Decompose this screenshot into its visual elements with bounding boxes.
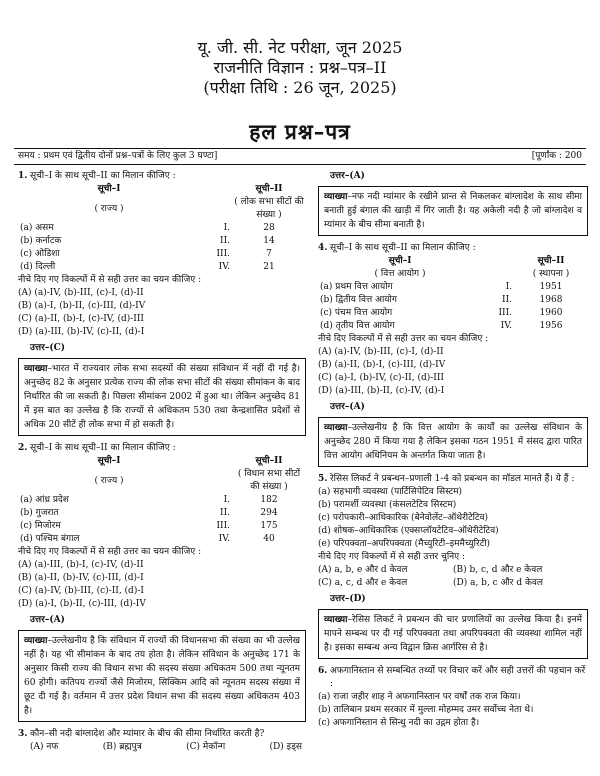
table-row [18,248,306,261]
list2-sub: ( लोक सभा सीटों की संख्या ) [234,197,304,220]
list2-sub: ( स्थापना ) [532,269,570,279]
table-row [18,261,306,274]
list1-header: सूची–I [388,256,412,266]
row-item: (b) द्वितीय वित्त आयोग [320,295,397,305]
option-d: (D) (a)-III, (b)-IV, (c)-II, (d)-I [18,327,145,337]
option-a: (A) नफ [30,742,59,752]
row-value: 1956 [539,321,563,331]
explanation-label: व्याख्या [324,423,348,433]
option-a: (A) a, b, e और d केवल [318,565,408,575]
question-3 [18,728,306,754]
table-row [18,235,306,248]
option-b: (B) (a)-II, (b)-IV, (c)-III, (d)-I [18,573,144,583]
question-number: 2. [18,443,28,453]
row-item: (c) मिजोरम [20,521,61,531]
row-roman: II. [220,508,230,518]
row-roman: II. [220,236,230,246]
row-roman: III. [216,249,230,259]
explanation-label: व्याख्या [324,615,348,625]
list2-header: सूची–II [255,184,283,194]
question-text: सूची–I के साथ सूची–II का मिलान कीजिए : [30,443,176,453]
row-item: (a) आंध्र प्रदेश [20,495,69,505]
question-number: 5. [318,474,328,484]
option-a: (A) (a)-IV, (b)-III, (c)-I, (d)-II [18,288,144,298]
exam-name: यू. जी. सी. नेट परीक्षा, जून 2025 [197,38,403,57]
option-c: (C) मेकॉन्ग [186,742,226,752]
row-value: 1968 [539,295,563,305]
option-b: (B) (a)-I, (b)-II, (c)-III, (d)-IV [18,301,146,311]
list-item: (a) राजा जहीर शाह ने अफगानिस्तान पर वर्षों तक राज किया। [318,692,521,702]
row-value: 1960 [539,308,563,318]
option-d: (D) a, b, c और d केवल [453,578,543,588]
row-roman: IV. [218,262,230,272]
options-row-2 [318,577,588,590]
question-number: 6. [318,666,328,676]
question-1 [18,170,306,436]
list-item: (b) परामर्शी व्यवस्था (कंसलटेटिव सिस्टम) [318,500,457,510]
row-value: 40 [263,534,275,544]
list2-header: सूची–II [255,456,283,466]
row-value: 175 [260,521,278,531]
list-item: (d) शोषक–आधिकारिक (एक्सप्लॉयटेटिव–ऑथेरीटेटिव) [318,526,499,536]
page-header [0,38,600,98]
row-roman: IV. [500,321,512,331]
explanation-label: व्याख्या [24,364,48,374]
row-item: (b) गुजरात [20,508,59,518]
answer: उत्तर–(D) [330,594,366,604]
table-row [18,507,306,520]
paper-subject: राजनीति विज्ञान : प्रश्न–पत्र–II [213,58,387,77]
question-text: सूची–I के साथ सूची–II का मिलान कीजिए : [30,171,176,181]
option-c: (C) (a)-IV, (b)-III, (c)-II, (d)-I [18,586,144,596]
option-b: (B) ब्रह्मपुत्र [102,742,142,752]
list1-header: सूची–I [97,456,121,466]
table-row [318,307,588,320]
row-roman: I. [505,282,512,292]
list2-sub: ( विधान सभा सीटों की संख्या ) [237,469,301,492]
table-row [18,222,306,235]
row-item: (d) तृतीय वित्त आयोग [320,321,395,331]
table-row [318,294,588,307]
row-value: 7 [266,249,272,259]
question-5 [318,473,588,659]
row-item: (c) पंचम वित्त आयोग [320,308,393,318]
list-item: (c) अफगानिस्तान से सिन्धु नदी का उद्गम होता है। [318,718,480,728]
answer: उत्तर–(A) [330,402,365,412]
instruction: नीचे दिए विकल्पों में से सही उत्तर का चयन कीजिए : [318,334,489,344]
left-column [18,170,306,758]
question-number: 1. [18,171,28,181]
option-a: (A) (a)-III, (b)-I, (c)-IV, (d)-II [18,560,144,570]
question-number: 4. [318,243,328,253]
marks-info: [पूर्णांक : 200 [531,151,582,161]
row-roman: III. [498,308,512,318]
list2-header: सूची–II [537,256,565,266]
exam-date: (परीक्षा तिथि : 26 जून, 2025) [203,78,397,97]
match-table [18,455,306,546]
question-text: कौन–सी नदी बांग्लादेश और म्यांमार के बीच की सीमा निर्धारित करती है? [30,729,265,739]
row-value: 21 [263,262,275,272]
explanation-box [18,630,306,722]
option-b: (B) b, c, d और e केवल [453,565,543,575]
option-b: (B) (a)-II, (b)-I, (c)-III, (d)-IV [318,360,446,370]
explanation-label: व्याख्या [24,636,48,646]
explanation-text: –उल्लेखनीय है कि वित्त आयोग के कार्यों का उल्लेख संविधान के अनुच्छेद 280 में किया गया है लेकिन इसका गठन 1951 में संसद द्वारा पारित वित्त आयोग अधिनियम के अन्तर्गत किया जाता है। [324,423,582,461]
question-4 [318,242,588,467]
list-item: (c) परोपकारी–आधिकारिक (बेनेवोलेंट–ऑथेरीटेटिव) [318,513,489,523]
options-row [18,741,306,754]
option-c: (C) a, c, d और e केवल [318,578,408,588]
row-item: (b) कर्नाटक [20,236,62,246]
answer: उत्तर–(C) [30,343,66,353]
instruction: नीचे दिए गए विकल्पों में से सही उत्तर का चयन कीजिए : [18,547,202,557]
option-c: (C) (a)-II, (b)-I, (c)-IV, (d)-III [18,314,144,324]
row-value: 28 [263,223,275,233]
list1-sub: ( राज्य ) [94,203,124,214]
explanation-text: –नफ नदी म्यांमार के रखीने प्रान्त से निकलकर बांग्लादेश के साथ सीमा बनाती हुई बंगाल की खाड़ी में गिर जाती है। यह अकेली नदी है जो बांग्लादेश व म्यांमार के बीच सीमा बनाती है। [324,192,582,230]
row-item: (a) असम [20,223,54,233]
time-marks-bar [14,148,586,165]
row-value: 182 [260,495,278,505]
options-row-1 [318,564,588,577]
list-item: (a) सहभागी व्यवस्था (पार्टिसिपेटिव सिस्टम) [318,487,463,497]
page-title: हल प्रश्न–पत्र [249,119,351,144]
explanation-box [318,609,588,659]
explanation-text: –उल्लेखनीय है कि संविधान में राज्यों की विधानसभा की संख्या का भी उल्लेख नहीं है। यह भी सीमांकन के बाद तय होता है। लेकिन संविधान के अनुच्छेद 171 के अनुसार किसी राज्य की विधान सभा की सदस्य संख्या अधिकतम 500 तथा न्यूनतम 60 होगी। कतिपय राज्यों जैसे मिजोरम, सिक्किम आदि को न्यूनतम सदस्य संख्या में छूट दी गई है। वर्तमान में उत्तर प्रदेश विधान सभा की सदस्य संख्या अधिकतम 403 है। [24,636,300,716]
row-item: (a) प्रथम वित्त आयोग [320,282,393,292]
question-6 [318,665,588,730]
row-value: 294 [260,508,278,518]
table-row [18,494,306,507]
explanation-text: –रेसिस लिकर्ट ने प्रबन्धन की चार प्रणालियों का उल्लेख किया है। इनमें मापने सम्बन्ध पर दी गई परिपक्वता तथा अपरिपक्वता की व्यवस्था शामिल नहीं है। इसका सम्बन्ध अन्य विद्वान क्रिस आर्गरिस से है। [324,615,582,653]
q3-explanation-box [318,186,588,236]
list-item: (e) परिपक्वता–अपरिपक्वता (मैच्युरिटी–इममैच्युरिटी) [318,539,491,549]
row-roman: III. [216,521,230,531]
row-roman: I. [223,495,230,505]
question-text: सूची–I के साथ सूची–II का मिलान कीजिए : [330,243,476,253]
list1-sub: ( वित्त आयोग ) [374,269,426,279]
row-item: (c) ओडिशा [20,249,60,259]
q3-answer: उत्तर–(A) [330,171,365,181]
explanation-box [318,417,588,467]
row-roman: I. [223,223,230,233]
row-roman: IV. [218,534,230,544]
row-value: 1951 [539,282,563,292]
table-row [318,281,588,294]
list1-sub: ( राज्य ) [94,475,124,486]
question-text: अफगानिस्तान से सम्बन्धित तथ्यों पर विचार करें और सही उत्तरों की पहचान करें : [330,666,586,689]
option-d: (D) इड्स [269,742,302,752]
explanation-box [18,358,306,436]
instruction: नीचे दिए गए विकल्पों में से सही उत्तर का चयन कीजिए : [18,275,202,285]
list-item: (b) तालिबान प्रथम सरकार में मुल्ला मोहम्मद उमर सर्वोच्च नेता थे। [318,705,534,715]
explanation-text: –भारत में राज्यवार लोक सभा सदस्यों की संख्या संविधान में नहीं दी गई है। अनुच्छेद 82 के अनुसार प्रत्येक राज्य की लोक सभा सीटों की संख्या सीमांकन के बाद निर्धारित की जा सकती है। पिछला सीमांकन 2002 में हुआ था। लेकिन अनुच्छेद 81 में इस बात का उल्लेख है कि राज्यों से अधिकतम 530 तथा केन्द्रशासित प्रदेशों से अधिक 20 सीटें ही लोक सभा में हो सकती है। [24,364,300,430]
table-row [18,533,306,546]
question-2 [18,442,306,722]
instruction: नीचे दिए गए विकल्पों में से सही उत्तर चुनिए : [318,552,466,562]
question-text: रेसिस लिकर्ट ने प्रबन्धन–प्रणाली 1-4 को प्रबन्धन का मॉडल मानते हैं। ये हैं : [330,474,575,484]
table-row [318,320,588,333]
table-row [18,520,306,533]
row-item: (d) दिल्ली [20,262,56,272]
time-info: समय : प्रथम एवं द्वितीय दोनों प्रश्न–पत्रों के लिए कुल 3 घण्टा] [18,151,218,161]
row-roman: II. [502,295,512,305]
explanation-label: व्याख्या [324,192,348,202]
option-d: (D) (a)-III, (b)-II, (c)-IV, (d)-I [318,386,445,396]
option-c: (C) (a)-I, (b)-IV, (c)-II, (d)-III [318,373,444,383]
option-a: (A) (a)-IV, (b)-III, (c)-I, (d)-II [318,347,444,357]
match-table [18,183,306,274]
row-value: 14 [263,236,275,246]
list1-header: सूची–I [97,184,121,194]
row-item: (d) पश्चिम बंगाल [20,534,80,544]
right-column [318,170,588,734]
option-d: (D) (a)-I, (b)-II, (c)-III, (d)-IV [18,599,146,609]
answer: उत्तर–(A) [30,615,65,625]
question-number: 3. [18,729,28,739]
match-table [318,255,588,333]
